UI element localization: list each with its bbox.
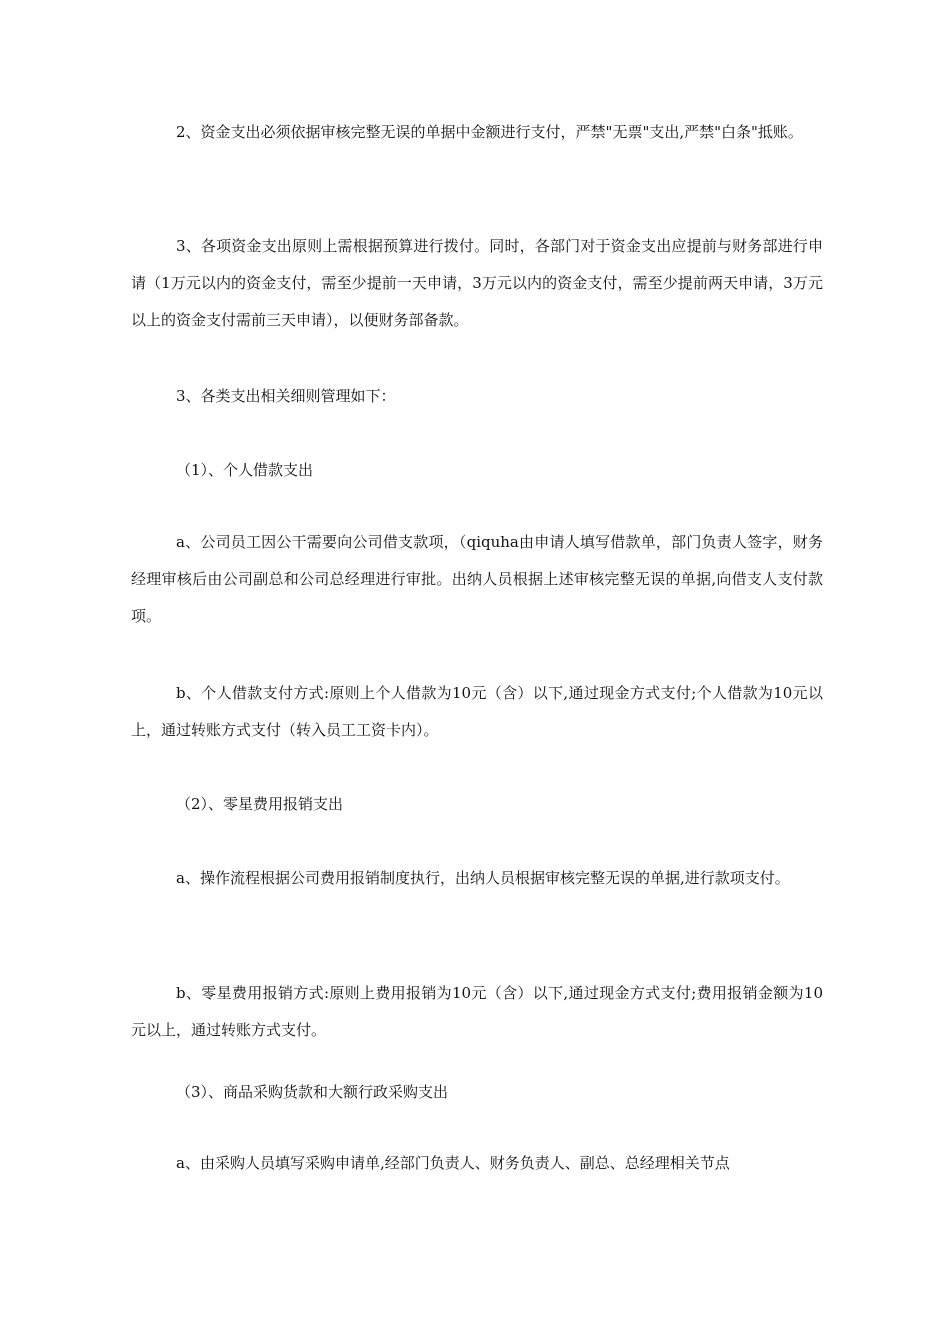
paragraph-detail-rules: 3、各类支出相关细则管理如下： bbox=[176, 387, 396, 405]
paragraph-expense-basis: 2、资金支出必须依据审核完整无误的单据中金额进行支付，严禁"无票"支出,严禁"白条"抵账。 bbox=[176, 123, 803, 141]
paragraph-petty-payment-method: b、零星费用报销方式:原则上费用报销为10元（含）以下,通过现金方式支付;费用报销金额为10元以上，通过转账方式支付。 bbox=[131, 984, 823, 1039]
section-heading-petty-expense: （2）、零星费用报销支出 bbox=[176, 795, 344, 813]
paragraph-loan-payment-method: b、个人借款支付方式:原则上个人借款为10元（含）以下,通过现金方式支付;个人借款为10元以上，通过转账方式支付（转入员工工资卡内）。 bbox=[131, 684, 823, 739]
section-heading-personal-loan: （1）、个人借款支出 bbox=[176, 461, 314, 479]
section-heading-procurement: （3）、商品采购货款和大额行政采购支出 bbox=[176, 1083, 449, 1101]
paragraph-budget-application: 3、各项资金支出原则上需根据预算进行拨付。同时，各部门对于资金支出应提前与财务部进行申请（1万元以内的资金支付，需至少提前一天申请，3万元以内的资金支付，需至少提前两天申请，3万元以上的资金支付需前三天申请），以便财务部备款。 bbox=[131, 237, 823, 329]
paragraph-procurement-process: a、由采购人员填写采购申请单,经部门负责人、财务负责人、副总、总经理相关节点 bbox=[176, 1154, 730, 1172]
paragraph-petty-process: a、操作流程根据公司费用报销制度执行，出纳人员根据审核完整无误的单据,进行款项支付。 bbox=[176, 869, 790, 887]
paragraph-loan-process: a、公司员工因公干需要向公司借支款项，（qiquha由申请人填写借款单，部门负责人签字，财务经理审核后由公司副总和公司总经理进行审批。出纳人员根据上述审核完整无误的单据,向借支人支付款项。 bbox=[131, 533, 823, 625]
